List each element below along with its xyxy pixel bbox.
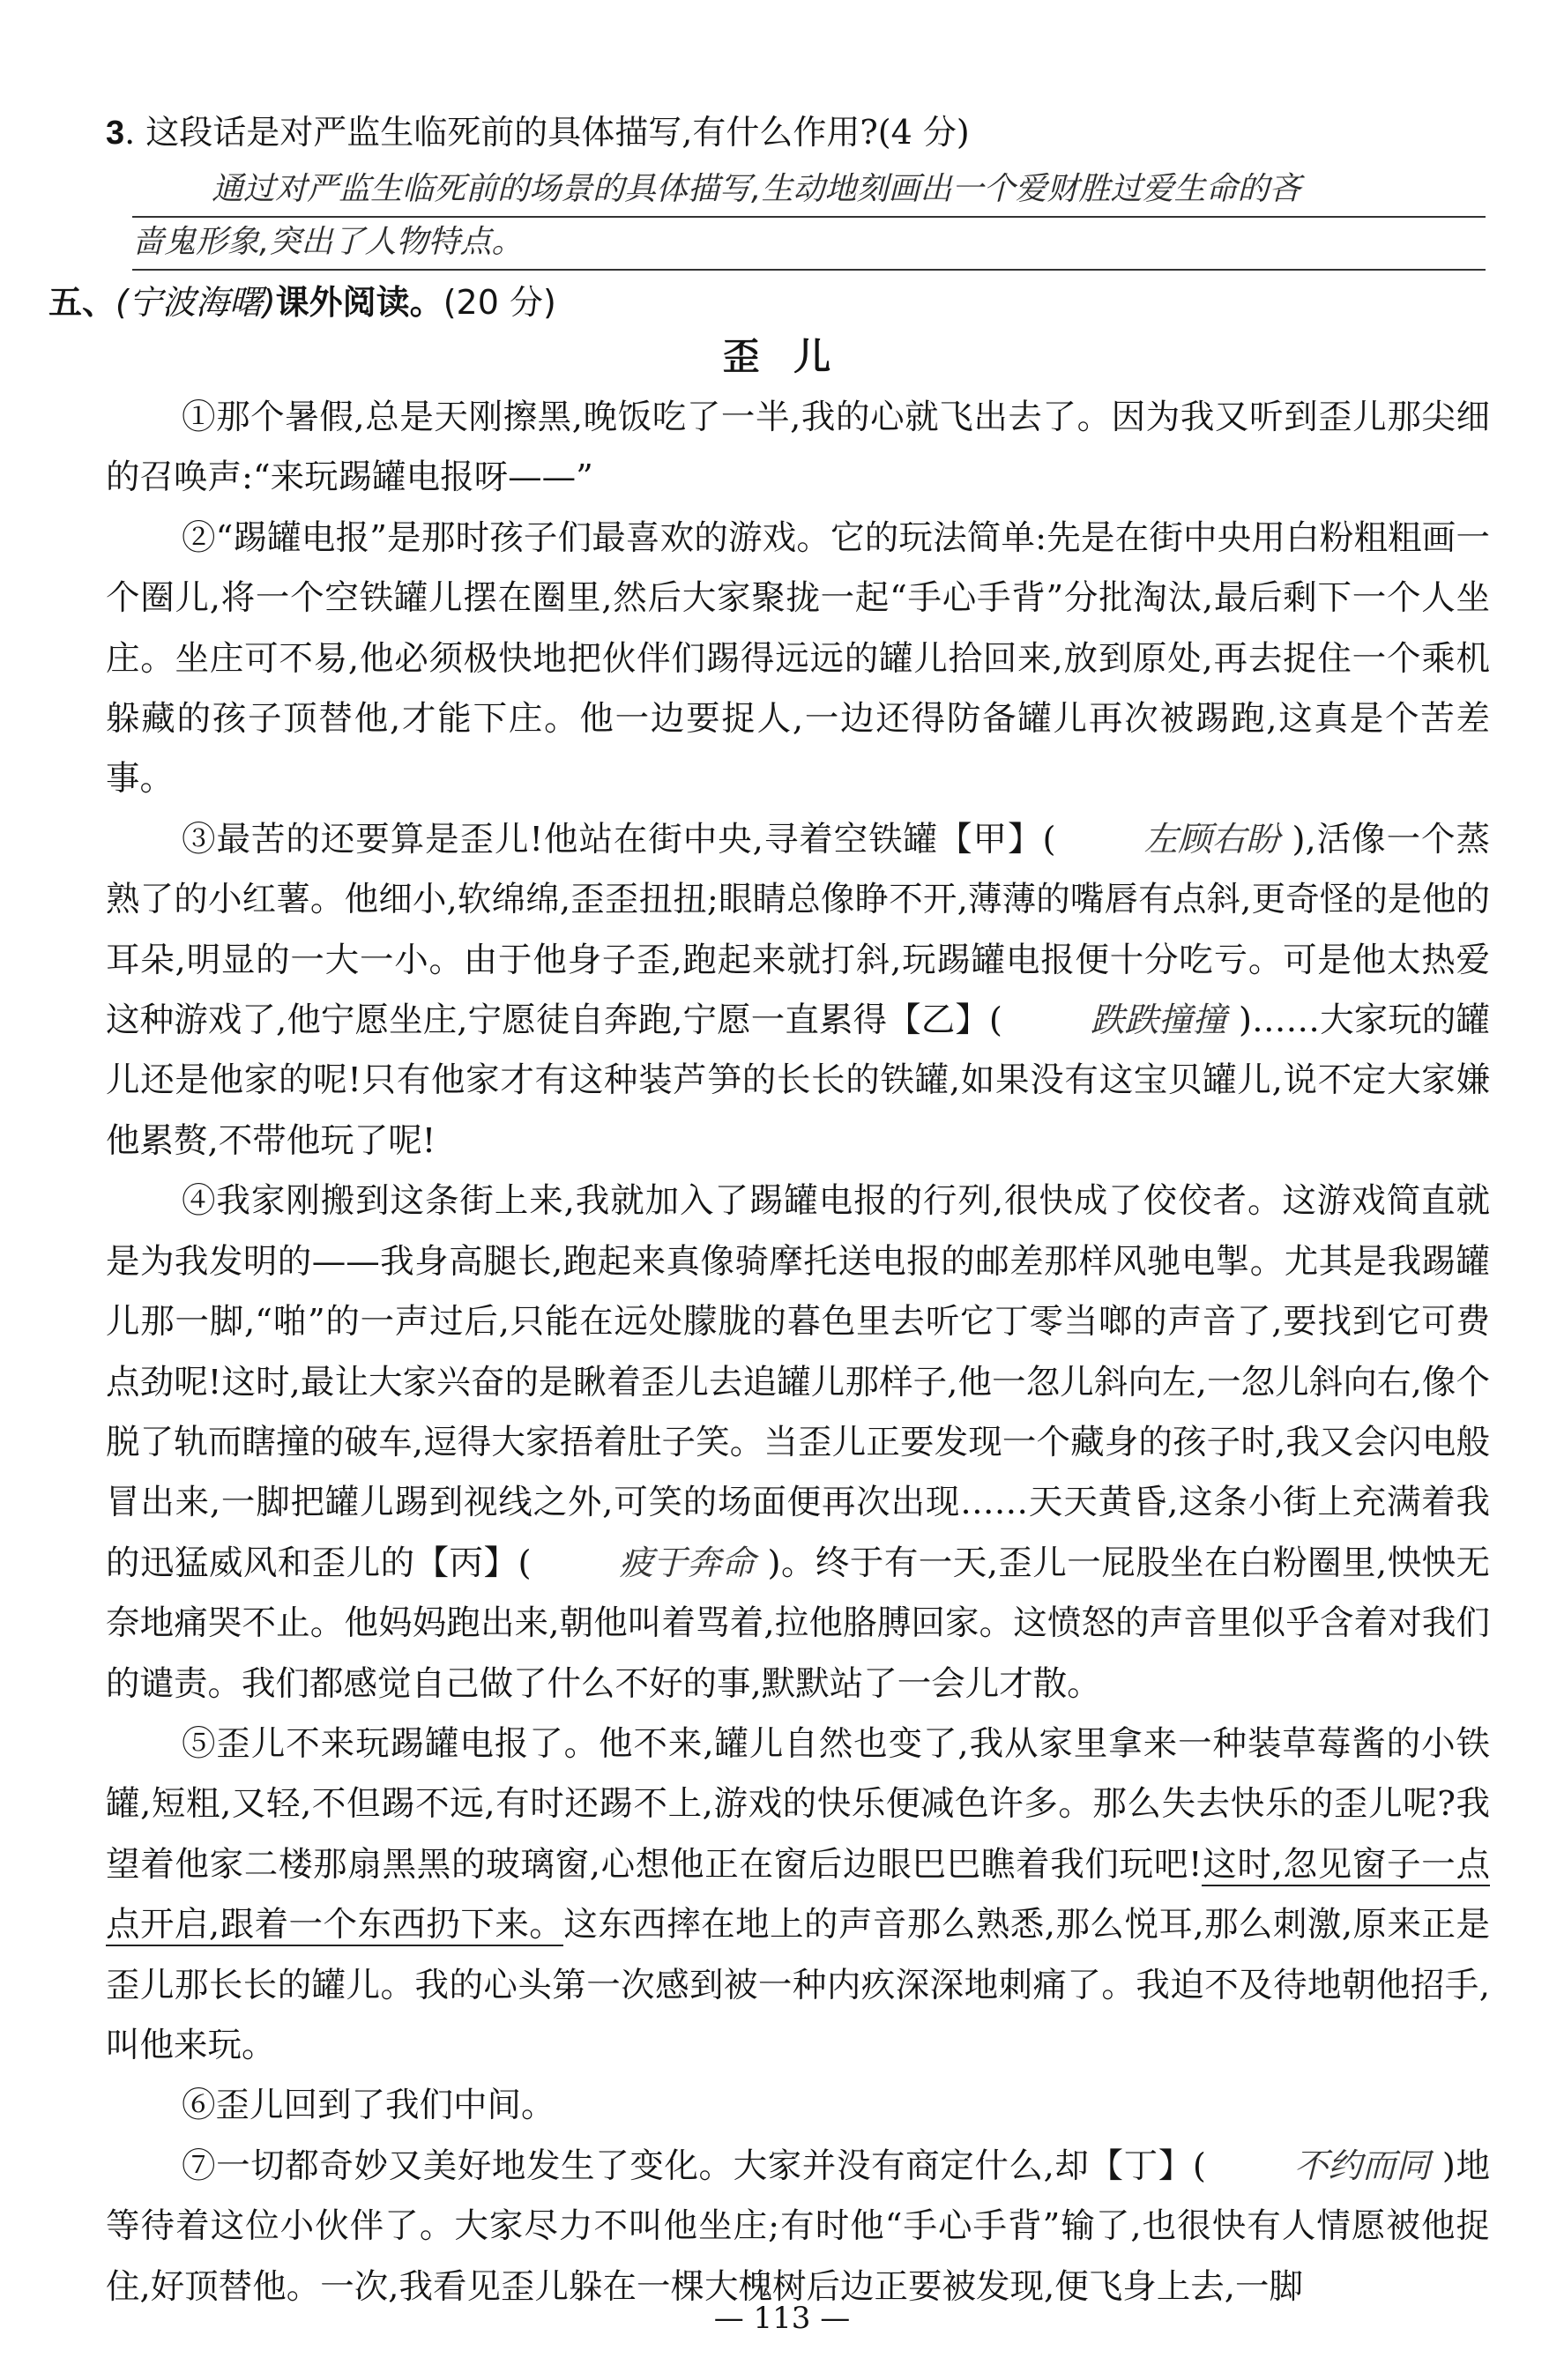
blank-bing-answer: 疲于奔命 [619,1543,756,1583]
section-heading [48,278,556,327]
section-score: (20 分) [443,283,556,322]
paragraph-5-text-b: 这东西摔在地上的声音那么熟悉,那么悦耳,那么刺激,原来正是歪儿那长长的罐儿。我的心头第一次感到被一种内疚深深地刺痛了。我迫不及待地朝他招手,叫他来玩。 [106,1905,1490,2065]
answer-line-1: 通过对严监生临死前的场景的具体描写,生动地刻画出一个爱财胜过爱生命的吝 [132,163,1486,218]
paragraph-3-text-b: ),活像一个蒸熟了的小红薯。他细小,软绵绵,歪歪扭扭;眼睛总像睁不开,薄薄的嘴唇有点斜,更奇怪的是他的耳朵,明显的一大一小。由于他身子歪,跑起来就打斜,玩踢罐电报便十分吃亏。可是他太热爱这种游戏了,他宁愿坐庄,宁愿徒自奔跑,宁愿一直累得【乙】( [106,819,1490,1041]
paragraph-7-text-b: )地等待着这位小伙伴了。大家尽力不叫他坐庄;有时他“手心手背”输了,也很快有人情愿被他捉住,好顶替他。一次,我看见歪儿躲在一棵大槐树后边正要被发现,便飞身上去,一脚 [106,2146,1490,2307]
article-body [106,388,1490,2317]
section-label: 五、 [48,283,116,322]
blank-yi-answer: 跌跌撞撞 [1090,1000,1226,1041]
paragraph-1: ①那个暑假,总是天刚擦黑,晚饭吃了一半,我的心就飞出去了。因为我又听到歪儿那尖细的召唤声:“来玩踢罐电报呀——” [106,398,1490,498]
paragraph-5-text-a: ⑤歪儿不来玩踢罐电报了。他不来,罐儿自然也变了,我从家里拿来一种装草莓酱的小铁罐,短粗,又轻,不但踢不远,有时还踢不上,游戏的快乐便减色许多。那么失去快乐的歪儿呢?我望着他家二楼那扇黑黑的玻璃窗,心想他正在窗后边眼巴巴瞧着我们玩吧! [106,1723,1490,1885]
paragraph-3 [106,810,1490,1171]
blank-ding-answer: 不约而同 [1293,2146,1430,2186]
paragraph-2: ②“踢罐电报”是那时孩子们最喜欢的游戏。它的玩法简单:先是在街中央用白粉粗粗画一个圈儿,将一个空铁罐儿摆在圈里,然后大家聚拢一起“手心手背”分批淘汰,最后剩下一个人坐庄。坐庄可不易,他必须极快地把伙伴们踢得远远的罐儿拾回来,放到原处,再去捉住一个乘机躲藏的孩子顶替他,才能下庄。他一边要捉人,一边还得防备罐儿再次被踢跑,这真是个苦差事。 [106,517,1490,800]
answer-line-2: 啬鬼形象,突出了人物特点。 [132,216,1486,271]
paragraph-7 [106,2137,1490,2317]
paragraph-4 [106,1171,1490,1714]
paragraph-4-text-a: ④我家刚搬到这条街上来,我就加入了踢罐电报的行列,很快成了佼佼者。这游戏简直就是为我发明的——我身高腿长,跑起来真像骑摩托送电报的邮差那样风驰电掣。尤其是我踢罐儿那一脚,“啪”的一声过后,只能在远处朦胧的暮色里去听它丁零当啷的声音了,要找到它可费点劲呢!这时,最让大家兴奋的是瞅着歪儿去追罐儿那样子,他一忽儿斜向左,一忽儿斜向右,像个脱了轨而瞎撞的破车,逗得大家捂着肚子笑。当歪儿正要发现一个藏身的孩子时,我又会闪电般冒出来,一脚把罐儿踢到视线之外,可笑的场面便再次出现……天天黄昏,这条小街上充满着我的迅猛威风和歪儿的【丙】( [106,1181,1490,1583]
blank-jia-answer: 左顾右盼 [1143,819,1280,859]
question-number: 3 [106,115,125,152]
page-number: — 113 — [713,2301,851,2336]
article-title: 歪 儿 [722,335,842,378]
section-source: (宁波海曙) [115,283,276,322]
paragraph-3-text-a: ③最苦的还要算是歪儿!他站在街中央,寻着空铁罐【甲】( [182,819,1056,859]
underlined-sentence: 这时,忽见窗子一点点开启,跟着一个东西扔下来。 [106,1844,1490,1945]
paragraph-5 [106,1714,1490,2076]
question-3 [106,108,1481,158]
paragraph-4-text-b: )。终于有一天,歪儿一屁股坐在白粉圈里,怏怏无奈地痛哭不止。他妈妈跑出来,朝他叫着骂着,拉他胳膊回家。这愤怒的声音里似乎含着对我们的谴责。我们都感觉自己做了什么不好的事,默默站了一会儿才散。 [106,1543,1490,1704]
question-text: . 这段话是对严监生临死前的具体描写,有什么作用?(4 分) [124,113,970,152]
section-title: 课外阅读。 [275,283,443,322]
paragraph-3-text-c: )……大家玩的罐儿还是他家的呢!只有他家才有这种装芦笋的长长的铁罐,如果没有这宝贝罐儿,说不定大家嫌他累赘,不带他玩了呢! [106,1000,1490,1161]
paragraph-7-text-a: ⑦一切都奇妙又美好地发生了变化。大家并没有商定什么,却【丁】( [182,2146,1206,2186]
paragraph-6: ⑥歪儿回到了我们中间。 [182,2086,555,2126]
